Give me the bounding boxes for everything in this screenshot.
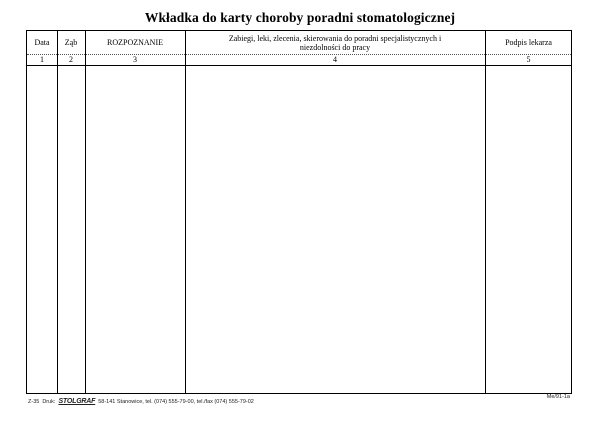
column-header-tooth: Ząb (64, 38, 78, 47)
column-number-5: 5 (526, 55, 531, 64)
form-code: Z-35 (28, 398, 40, 405)
column-header-procedures: Zabiegi, leki, zlecenia, skierowania do poradni specjalistycznych i niezdolności do pracy (228, 33, 442, 52)
print-label: Druk: (42, 398, 56, 405)
column-divider (485, 31, 486, 393)
numbers-divider (27, 65, 571, 66)
column-header-diagnosis: ROZPOZNANIE (107, 38, 163, 47)
column-header-signature: Podpis lekarza (505, 38, 552, 47)
form-table (26, 30, 572, 394)
printer-address: 58-141 Stanowice, tel. (074) 555-79-00, tel./fax (074) 555-79-02 (98, 398, 254, 405)
page-title: Wkładka do karty choroby poradni stomatologicznej (144, 10, 456, 25)
column-number-2: 2 (69, 55, 73, 64)
column-divider (185, 31, 186, 393)
column-divider (57, 31, 58, 393)
column-number-3: 3 (133, 55, 137, 64)
column-number-1: 1 (40, 55, 44, 64)
printer-logo: STOLGRAF (58, 398, 96, 405)
column-header-date: Data (34, 38, 50, 47)
column-number-4: 4 (333, 55, 337, 64)
printer-footer (28, 398, 254, 405)
form-reference-code: Me/91-1a (546, 394, 570, 400)
column-divider (85, 31, 86, 393)
